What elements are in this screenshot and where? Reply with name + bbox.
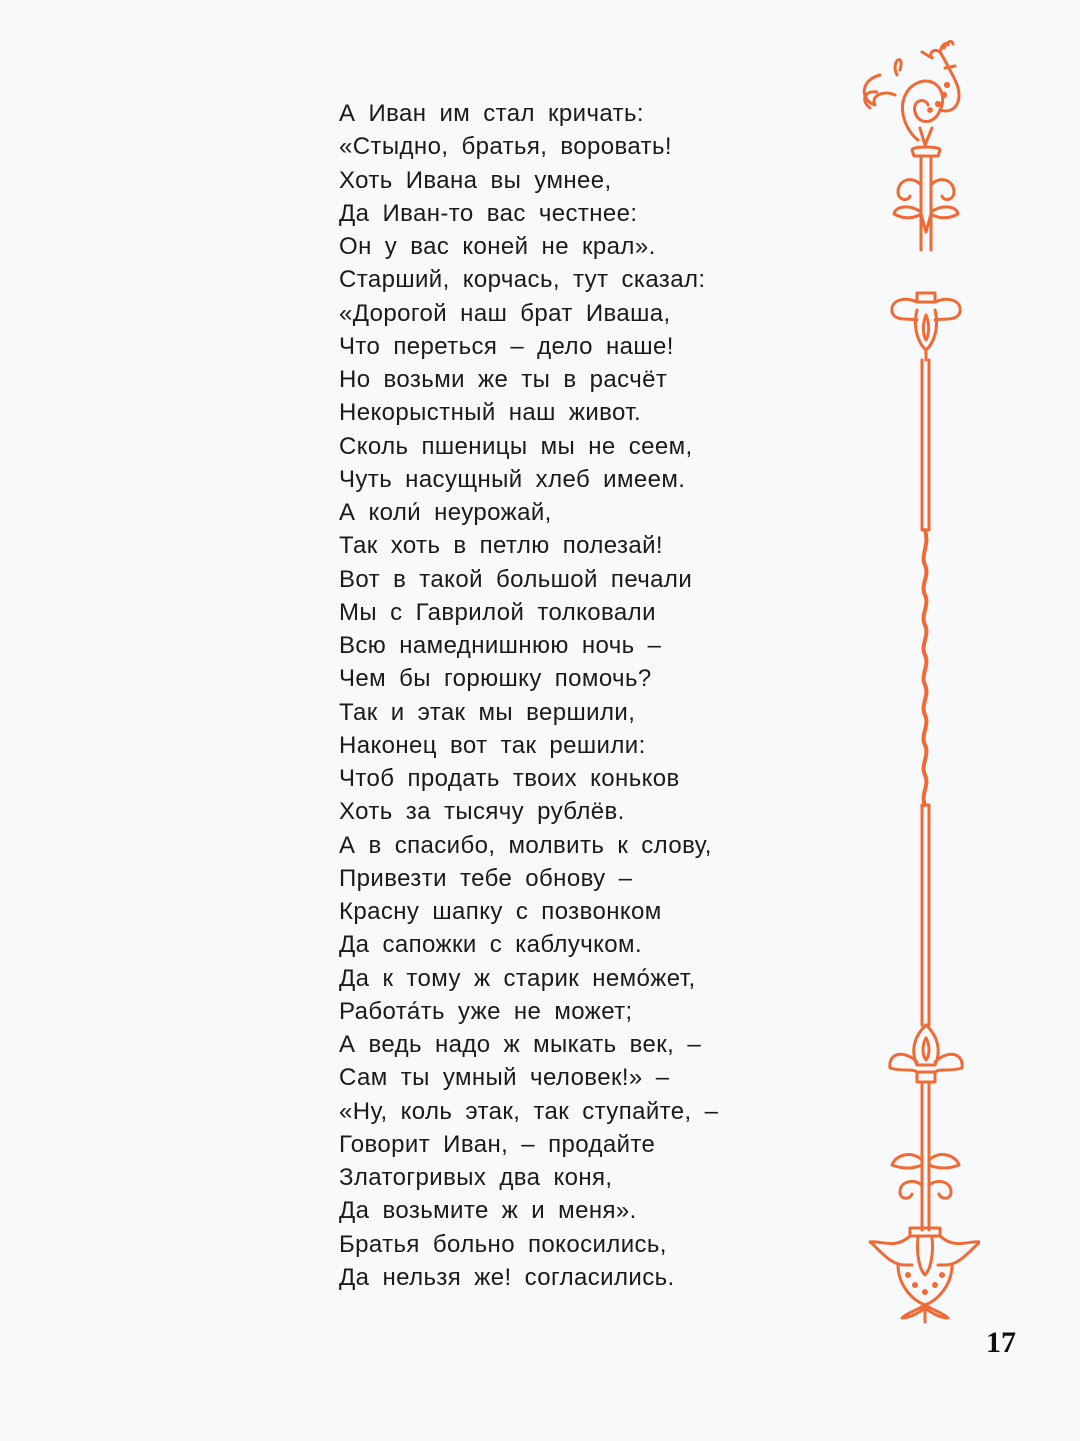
poem-line: Говорит Иван, – продайте xyxy=(339,1130,656,1158)
twisted-rope-icon xyxy=(924,530,927,805)
poem-line: Чуть насущный хлеб имеем. xyxy=(339,465,686,493)
lily-finial-icon xyxy=(892,293,960,360)
poem-line: Старший, корчась, тут сказал: xyxy=(339,266,706,294)
poem-line: Наконец вот так решили: xyxy=(339,731,646,759)
poem-line: Братья больно покосились, xyxy=(339,1230,667,1258)
poem-line: «Стыдно, братья, воровать! xyxy=(339,133,672,161)
page-number: 17 xyxy=(986,1326,1016,1359)
poem-line: Да возьмите ж и меня». xyxy=(339,1197,637,1225)
poem-line: Сколь пшеницы мы не сеем, xyxy=(339,432,693,460)
poem-line: Но возьми же ты в расчёт xyxy=(339,366,668,393)
poem-line: Мы с Гаврилой толковали xyxy=(339,598,656,626)
poem-line: Да сапожки с каблучком. xyxy=(339,931,643,959)
decorative-border-ornament xyxy=(850,40,980,1400)
poem-line: Чем бы горюшку помочь? xyxy=(339,665,652,693)
poem-line: Так и этак мы вершили, xyxy=(339,698,636,726)
poem-line: А в спасибо, молвить к слову, xyxy=(339,831,712,859)
poem-line: Хоть Ивана вы умнее, xyxy=(339,166,612,194)
poem-line: Красну шапку с позвонком xyxy=(339,898,662,925)
poem-line: А Иван им стал кричать: xyxy=(339,100,644,127)
scroll-finial-icon xyxy=(894,156,958,250)
poem-line: «Дорогой наш брат Иваша, xyxy=(339,299,671,327)
lily-finial-icon xyxy=(890,1025,962,1082)
poem-line: А ведь надо ж мыкать век, – xyxy=(339,1031,702,1058)
poem-line: Он у вас коней не крал». xyxy=(339,233,656,260)
poem-line: Всю намеднишнюю ночь – xyxy=(339,632,662,659)
poem-line: Работа́ть уже не может; xyxy=(339,997,633,1025)
poem-line: Привезти тебе обнову – xyxy=(339,864,633,892)
stem-line xyxy=(922,360,929,530)
poem-line: Сам ты умный человек!» – xyxy=(339,1064,670,1092)
poem-text xyxy=(339,97,718,1294)
scroll-finial-icon xyxy=(892,1155,959,1199)
poem-line: Что переться – дело наше! xyxy=(339,332,674,360)
poem-line: Златогривых два коня, xyxy=(339,1164,613,1191)
poem-line: Да нельзя же! согласились. xyxy=(339,1263,675,1291)
pendant-flower-icon xyxy=(870,1228,980,1322)
poem-line: Чтоб продать твоих коньков xyxy=(339,765,680,792)
poem-line: «Ну, коль этак, так ступайте, – xyxy=(339,1097,719,1125)
poem-line: Хоть за тысячу рублёв. xyxy=(339,798,625,826)
poem-line: А коли́ неурожай, xyxy=(339,499,552,526)
poem-line: Некорыстный наш живот. xyxy=(339,399,642,427)
stem-line xyxy=(922,805,929,1025)
peacock-icon xyxy=(864,41,959,156)
poem-line: Да Иван-то вас честнее: xyxy=(339,199,638,227)
poem-line: Да к тому ж старик немо́жет, xyxy=(339,964,696,992)
poem-line: Вот в такой большой печали xyxy=(339,565,693,593)
poem-line: Так хоть в петлю полезай! xyxy=(339,532,663,560)
stem-line xyxy=(922,1082,929,1230)
